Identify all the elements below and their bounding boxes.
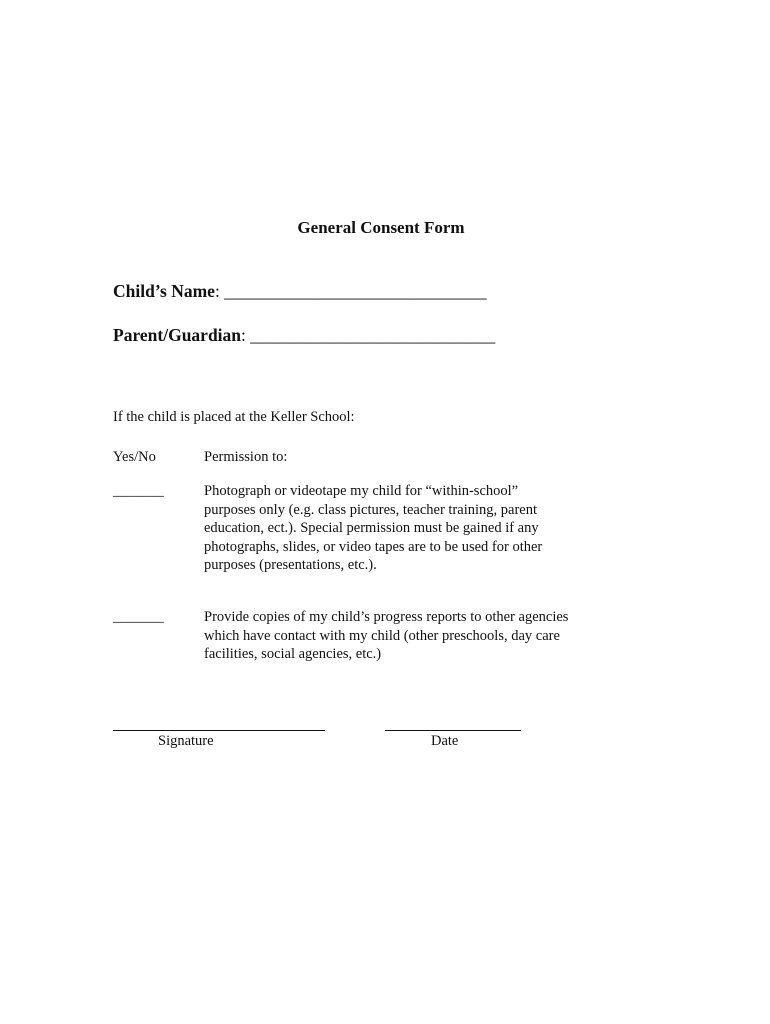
item-1-line: purposes (presentations, etc.). bbox=[204, 557, 377, 573]
child-name-blank[interactable]: : ______________________________ bbox=[214, 281, 487, 301]
item-1-line: Photograph or videotape my child for “within-school” bbox=[204, 483, 519, 499]
item-2-text bbox=[204, 608, 594, 664]
date-label: Date bbox=[431, 733, 459, 749]
item-1-blank[interactable]: _______ bbox=[113, 483, 164, 499]
item-1-line: purposes only (e.g. class pictures, teacher training, parent bbox=[204, 501, 537, 518]
item-2-line: Provide copies of my child’s progress reports to other agencies bbox=[204, 609, 569, 625]
permission-header: Permission to: bbox=[204, 449, 288, 465]
item-2-line: which have contact with my child (other preschools, day care bbox=[204, 627, 560, 644]
item-2-line: facilities, social agencies, etc.) bbox=[204, 646, 382, 662]
form-title: General Consent Form bbox=[297, 218, 465, 237]
item-1-line: photographs, slides, or video tapes are to be used for other bbox=[204, 538, 543, 555]
signature-line[interactable] bbox=[113, 730, 325, 731]
yes-no-header: Yes/No bbox=[113, 449, 156, 465]
date-line[interactable] bbox=[385, 730, 521, 731]
guardian-blank[interactable]: : ____________________________ bbox=[241, 325, 496, 345]
guardian-field bbox=[113, 325, 495, 346]
signature-label: Signature bbox=[158, 733, 214, 749]
child-name-label: Child’s Name bbox=[113, 281, 215, 301]
child-name-field bbox=[113, 281, 487, 302]
guardian-label: Parent/Guardian bbox=[113, 325, 242, 345]
intro-text: If the child is placed at the Keller School: bbox=[113, 409, 355, 425]
item-1-text bbox=[204, 482, 594, 575]
item-1-line: education, ect.). Special permission must be gained if any bbox=[204, 520, 539, 536]
item-2-blank[interactable]: _______ bbox=[113, 609, 164, 625]
